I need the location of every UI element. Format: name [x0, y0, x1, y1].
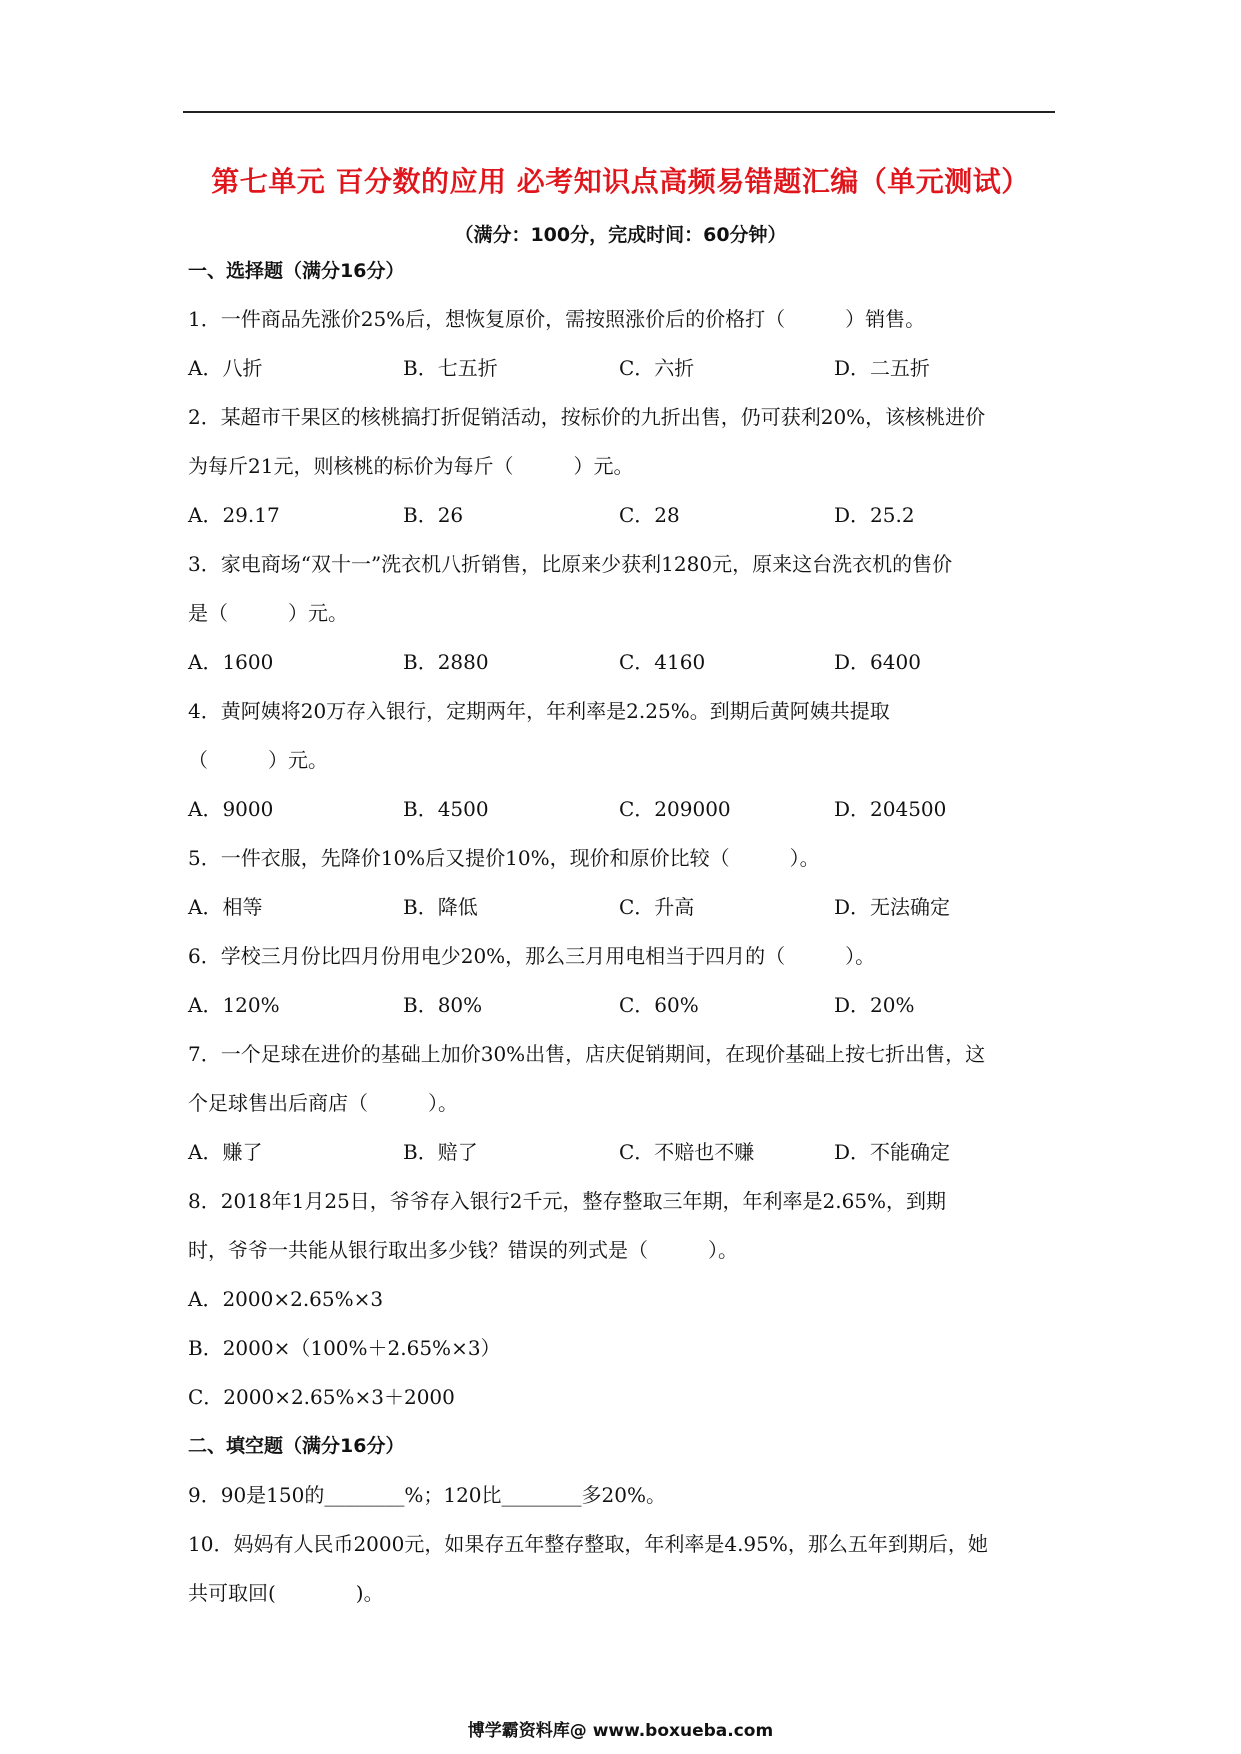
question-2-option-a: A．29.17: [188, 503, 280, 527]
question-7-option-d: D．不能确定: [834, 1140, 951, 1164]
question-8-option-c: C．2000×2.65%×3＋2000: [188, 1385, 455, 1409]
question-3-option-c: C．4160: [619, 650, 706, 674]
question-5-option-c: C．升高: [619, 895, 695, 919]
question-1-option-a: A．八折: [188, 356, 263, 380]
question-6-line-1: 6．学校三月份比四月份用电少20%，那么三月用电相当于四月的（ ）。: [188, 944, 876, 968]
question-4-option-d: D．204500: [834, 797, 947, 821]
question-7-option-c: C．不赔也不赚: [619, 1140, 755, 1164]
question-10-line-1: 10．妈妈有人民币2000元，如果存五年整存整取，年利率是4.95%，那么五年到期后，她: [188, 1532, 988, 1556]
question-5-option-b: B．降低: [403, 895, 478, 919]
question-4-option-b: B．4500: [403, 797, 489, 821]
question-2-option-c: C．28: [619, 503, 680, 527]
question-7-option-a: A．赚了: [188, 1140, 263, 1164]
question-3-line-2: 是（ ）元。: [188, 601, 348, 625]
question-4-line-1: 4．黄阿姨将20万存入银行，定期两年，年利率是2.25%。到期后黄阿姨共提取: [188, 699, 890, 723]
question-3-option-b: B．2880: [403, 650, 489, 674]
section-heading-choice: 一、选择题（满分16分）: [188, 260, 405, 282]
question-5-option-a: A．相等: [188, 895, 263, 919]
question-3-option-a: A．1600: [188, 650, 274, 674]
question-7-line-1: 7．一个足球在进价的基础上加价30%出售，店庆促销期间，在现价基础上按七折出售，这: [188, 1042, 986, 1066]
question-6-option-b: B．80%: [403, 993, 483, 1017]
question-6-option-c: C．60%: [619, 993, 699, 1017]
footer-watermark: 博学霸资料库@ www.boxueba.com: [467, 1721, 774, 1741]
question-5-line-1: 5．一件衣服，先降价10%后又提价10%，现价和原价比较（ ）。: [188, 846, 820, 870]
question-2-option-b: B．26: [403, 503, 464, 527]
question-3-option-d: D．6400: [834, 650, 921, 674]
question-7-option-b: B．赔了: [403, 1140, 478, 1164]
question-6-option-a: A．120%: [188, 993, 280, 1017]
question-2-line-2: 为每斤21元，则核桃的标价为每斤（ ）元。: [188, 454, 634, 478]
question-6-option-d: D．20%: [834, 993, 915, 1017]
question-3-line-1: 3．家电商场“双十一”洗衣机八折销售，比原来少获利1280元，原来这台洗衣机的售价: [188, 552, 953, 576]
header-rule: [183, 111, 1055, 113]
section-heading-fill: 二、填空题（满分16分）: [188, 1435, 405, 1457]
question-2-line-1: 2．某超市干果区的核桃搞打折促销活动，按标价的九折出售，仍可获利20%，该核桃进价: [188, 405, 986, 429]
question-8-line-1: 8．2018年1月25日，爷爷存入银行2千元，整存整取三年期，年利率是2.65%，到期: [188, 1189, 947, 1213]
page-title: 第七单元 百分数的应用 必考知识点高频易错题汇编（单元测试）: [211, 165, 1030, 198]
question-4-line-2: （ ）元。: [188, 748, 328, 772]
question-1-line-1: 1．一件商品先涨价25%后，想恢复原价，需按照涨价后的价格打（ ）销售。: [188, 307, 926, 331]
question-1-option-d: D．二五折: [834, 356, 931, 380]
page-subtitle: （满分：100分，完成时间：60分钟）: [454, 224, 787, 246]
question-8-option-a: A．2000×2.65%×3: [188, 1287, 384, 1311]
question-10-line-2: 共可取回( )。: [188, 1581, 384, 1605]
question-7-line-2: 个足球售出后商店（ ）。: [188, 1091, 458, 1115]
question-1-option-b: B．七五折: [403, 356, 498, 380]
question-1-option-c: C．六折: [619, 356, 695, 380]
question-8-option-b: B．2000×（100%＋2.65%×3）: [188, 1336, 501, 1360]
question-4-option-a: A．9000: [188, 797, 274, 821]
question-8-line-2: 时，爷爷一共能从银行取出多少钱？错误的列式是（ ）。: [188, 1238, 738, 1262]
question-5-option-d: D．无法确定: [834, 895, 951, 919]
question-4-option-c: C．209000: [619, 797, 731, 821]
question-9-line-1: 9．90是150的________%；120比________多20%。: [188, 1483, 666, 1507]
question-2-option-d: D．25.2: [834, 503, 915, 527]
